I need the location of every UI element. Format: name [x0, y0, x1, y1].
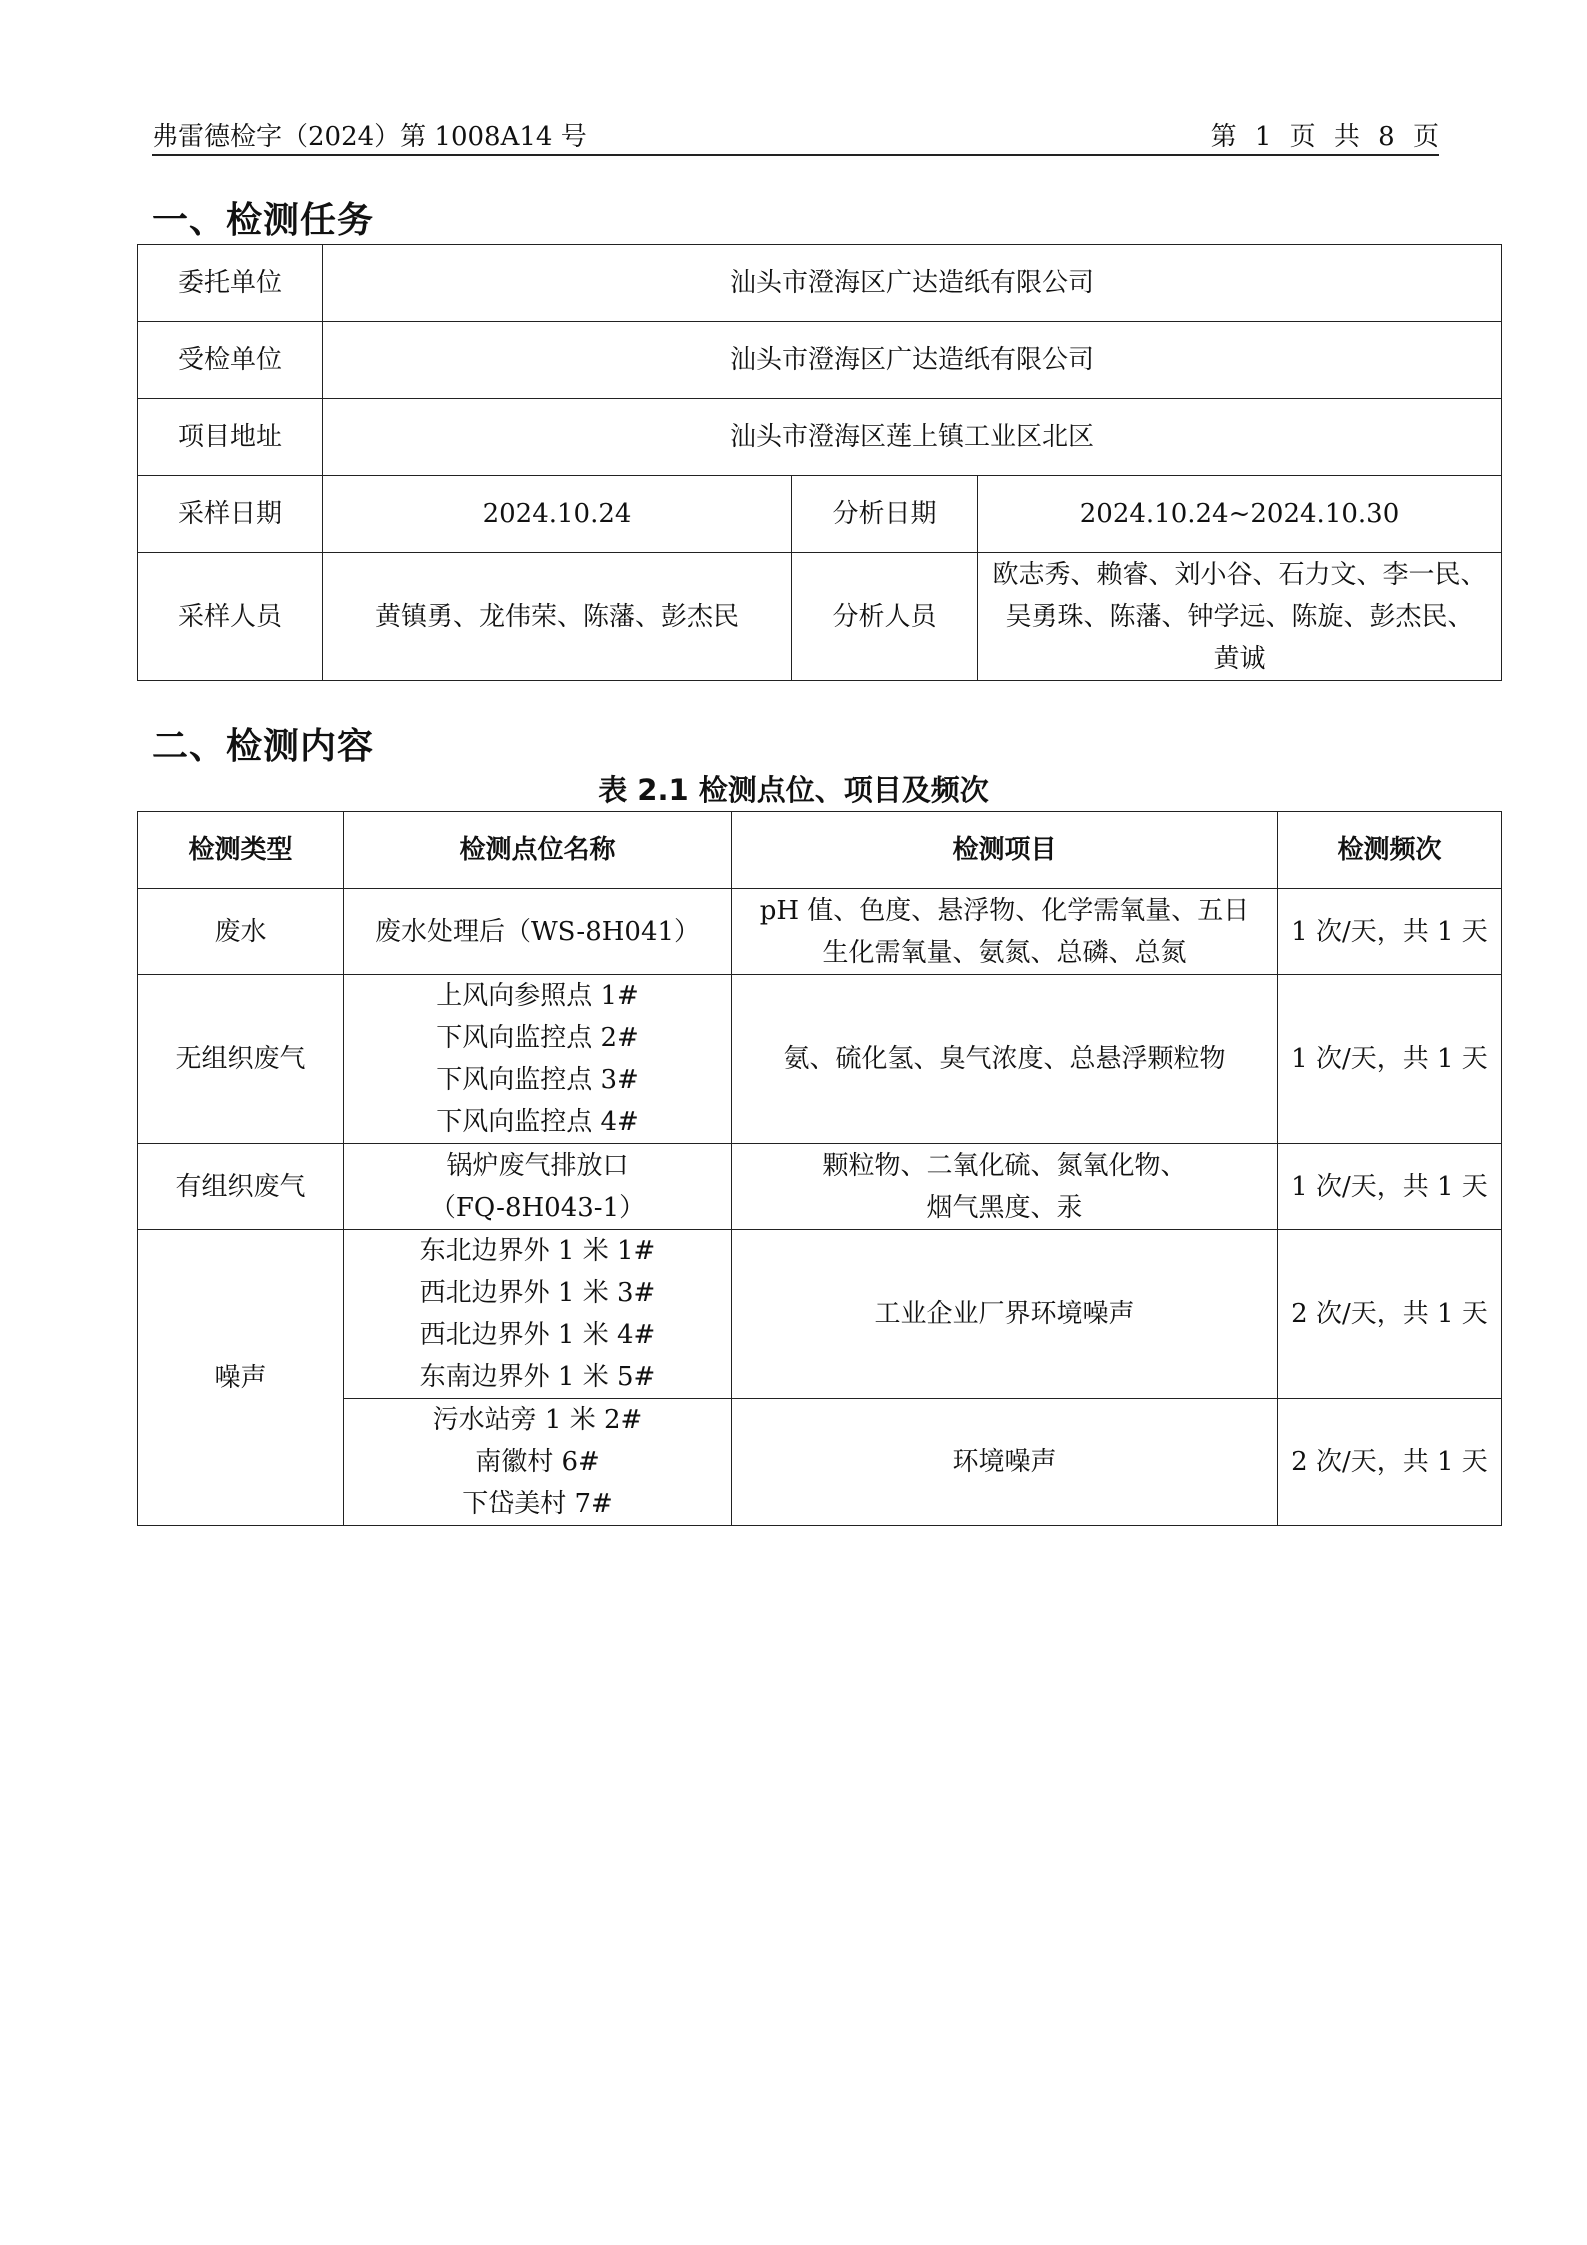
- table-row: [138, 399, 1502, 476]
- noise-group1-items: 工业企业厂界环境噪声: [732, 1230, 1278, 1399]
- table-row: [138, 1144, 1502, 1230]
- noise-group2-points: [344, 1399, 732, 1526]
- section2-title: 二、检测内容: [152, 726, 375, 767]
- point-line: （FQ-8H043-1）: [429, 1192, 646, 1223]
- table-header-row: [138, 812, 1502, 889]
- item-line: pH 值、色度、悬浮物、化学需氧量、五日: [759, 895, 1250, 926]
- header-frequency: 检测频次: [1278, 812, 1502, 889]
- wastewater-type: 废水: [138, 889, 344, 975]
- header-type: 检测类型: [138, 812, 344, 889]
- stack-frequency: 1 次/天，共 1 天: [1278, 1144, 1502, 1230]
- wastewater-items: [732, 889, 1278, 975]
- fugitive-points: [344, 975, 732, 1144]
- table-row: [138, 975, 1502, 1144]
- fugitive-items: 氨、硫化氢、臭气浓度、总悬浮颗粒物: [732, 975, 1278, 1144]
- sampling-date-value: 2024.10.24: [323, 476, 792, 553]
- table-row: [138, 476, 1502, 553]
- address-value: 汕头市澄海区莲上镇工业区北区: [323, 399, 1502, 476]
- client-value: 汕头市澄海区广达造纸有限公司: [323, 245, 1502, 322]
- sampling-date-label: 采样日期: [138, 476, 323, 553]
- table-caption: 表 2.1 检测点位、项目及频次: [598, 773, 989, 807]
- point-line: 锅炉废气排放口: [446, 1150, 629, 1181]
- point-line: 下岱美村 7#: [462, 1489, 613, 1519]
- point-line: 东北边界外 1 米 1#: [419, 1236, 656, 1266]
- page-header: [152, 112, 1439, 156]
- content-table: [137, 811, 1502, 1526]
- stack-items: [732, 1144, 1278, 1230]
- analysis-staff-line: 吴勇珠、陈藩、钟学远、陈旋、彭杰民、: [1005, 601, 1474, 632]
- point-line: 南徽村 6#: [475, 1447, 600, 1477]
- noise-group1-frequency: 2 次/天，共 1 天: [1278, 1230, 1502, 1399]
- page-info: 第 1 页 共 8 页: [1210, 122, 1439, 152]
- point-line: 上风向参照点 1#: [436, 981, 639, 1011]
- point-line: 污水站旁 1 米 2#: [432, 1405, 643, 1435]
- noise-group2-items: 环境噪声: [732, 1399, 1278, 1526]
- fugitive-frequency: 1 次/天，共 1 天: [1278, 975, 1502, 1144]
- report-number: 弗雷德检字（2024）第 1008A14 号: [152, 122, 587, 152]
- address-label: 项目地址: [138, 399, 323, 476]
- analysis-staff-line: 黄诚: [1213, 643, 1266, 674]
- sampling-staff-label: 采样人员: [138, 553, 323, 681]
- table-row: [138, 245, 1502, 322]
- analysis-date-label: 分析日期: [792, 476, 978, 553]
- item-line: 烟气黑度、汞: [926, 1192, 1083, 1223]
- analysis-staff-line: 欧志秀、赖睿、刘小谷、石力文、李一民、: [992, 559, 1487, 590]
- item-line: 生化需氧量、氨氮、总磷、总氮: [822, 937, 1187, 968]
- table-row: [138, 889, 1502, 975]
- wastewater-point: 废水处理后（WS-8H041）: [344, 889, 732, 975]
- inspected-label: 受检单位: [138, 322, 323, 399]
- analysis-staff-label: 分析人员: [792, 553, 978, 681]
- point-line: 下风向监控点 2#: [436, 1023, 639, 1053]
- inspected-value: 汕头市澄海区广达造纸有限公司: [323, 322, 1502, 399]
- client-label: 委托单位: [138, 245, 323, 322]
- analysis-date-value: 2024.10.24~2024.10.30: [978, 476, 1502, 553]
- table-row: [138, 322, 1502, 399]
- item-line: 颗粒物、二氧化硫、氮氧化物、: [822, 1150, 1187, 1181]
- point-line: 下风向监控点 3#: [436, 1065, 639, 1095]
- point-line: 西北边界外 1 米 4#: [419, 1320, 656, 1350]
- point-line: 东南边界外 1 米 5#: [419, 1362, 656, 1392]
- noise-group2-frequency: 2 次/天，共 1 天: [1278, 1399, 1502, 1526]
- wastewater-frequency: 1 次/天，共 1 天: [1278, 889, 1502, 975]
- analysis-staff-value: [978, 553, 1502, 681]
- task-table: [137, 244, 1502, 681]
- header-point: 检测点位名称: [344, 812, 732, 889]
- fugitive-type: 无组织废气: [138, 975, 344, 1144]
- point-line: 下风向监控点 4#: [436, 1107, 639, 1137]
- point-line: 西北边界外 1 米 3#: [419, 1278, 656, 1308]
- noise-type: 噪声: [138, 1230, 344, 1526]
- section1-title: 一、检测任务: [152, 200, 375, 241]
- table-row: [138, 1230, 1502, 1399]
- noise-group1-points: [344, 1230, 732, 1399]
- stack-points: [344, 1144, 732, 1230]
- header-items: 检测项目: [732, 812, 1278, 889]
- stack-type: 有组织废气: [138, 1144, 344, 1230]
- sampling-staff-value: 黄镇勇、龙伟荣、陈藩、彭杰民: [323, 553, 792, 681]
- table-row: [138, 553, 1502, 681]
